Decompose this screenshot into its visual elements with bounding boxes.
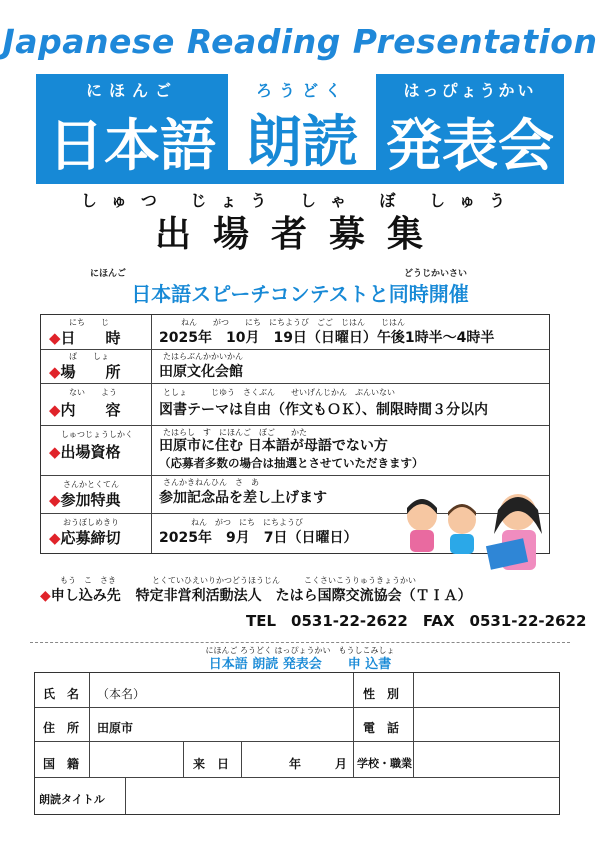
form-gender-field[interactable] — [417, 677, 553, 703]
form-address-field[interactable]: 田原市 — [97, 721, 134, 735]
english-title: Japanese Reading Presentation — [2, 22, 598, 61]
contact-label-furigana: もう こ さき — [60, 576, 116, 585]
form-name-field[interactable]: （本名） — [97, 687, 146, 701]
furigana-roudoku: ろうどく — [255, 81, 348, 100]
title-roudoku: 朗読 — [246, 110, 358, 175]
form-month-label: 月 — [335, 757, 348, 771]
form-phone-field[interactable] — [417, 711, 553, 737]
info-value-furigana: としょ じゆう さくぶん せいげんじかん ぷんいない — [163, 388, 395, 397]
info-value-eligibility-note: （応募者多数の場合は抽選とさせていただきます） — [159, 456, 424, 470]
form-name-label: 氏 名 — [43, 687, 80, 701]
form-gender-label: 性 別 — [363, 687, 400, 701]
contact-tel-fax: TEL 0531-22-2622 FAX 0531-22-2622 — [246, 612, 587, 630]
info-label-place: ◆場 所 — [49, 363, 121, 381]
form-arrival-label: 来 日 — [193, 757, 230, 771]
form-address-label: 住 所 — [43, 721, 80, 735]
form-title: 日本語 朗読 発表会 申 込書 — [208, 657, 392, 672]
info-value-content: 図書テーマは自由（作文もＯＫ）、制限時間３分以内 — [159, 402, 488, 418]
title-banner — [36, 74, 564, 184]
info-value-deadline: 2025年 9月 7日（日曜日） — [159, 530, 358, 546]
children-reading-illustration — [400, 484, 560, 584]
form-year-label: 年 — [289, 757, 302, 771]
contest-furigana-left: にほんご — [90, 269, 127, 279]
info-label-furigana: にち じ — [69, 318, 109, 327]
title-happyoukai: 発表会 — [386, 114, 554, 179]
form-school-field[interactable] — [417, 745, 553, 773]
info-value-furigana: たはらし す にほんご ぼご かた — [163, 428, 307, 437]
contact-label: 申し込み先 — [50, 588, 121, 604]
subtitle-furigana: しゅつ じょう しゃ ぼ しゅう — [80, 191, 520, 210]
contest-furigana-right: どうじかいさい — [404, 269, 468, 279]
info-label-furigana: ば しょ — [69, 352, 109, 361]
info-value-datetime: 2025年 10月 19日（日曜日）午後1時半～4時半 — [159, 330, 495, 346]
subtitle: 出場者募集 — [154, 214, 445, 255]
furigana-nihongo: にほんご — [85, 81, 178, 100]
info-value-furigana: たはらぶんかかいかん — [163, 352, 243, 361]
info-label-furigana: ない よう — [69, 388, 117, 397]
info-label-datetime: ◆日 時 — [49, 329, 121, 347]
application-form — [34, 672, 560, 815]
form-reading-title-label: 朗読タイトル — [39, 793, 105, 806]
info-value-furigana: ねん がつ にち にちようび — [191, 518, 303, 527]
info-value-furigana: ねん がつ にち にちようび ごご じはん じはん — [181, 318, 405, 327]
contact-org: 特定非営利活動法人 たはら国際交流協会（ＴＩＡ） — [135, 588, 472, 604]
contact-section: もう こ さき とくていひえいりかつどうほうじん こくさいこうりゅうきょうかい ◆申し込み先 特定非営利活動法人 たはら国際交流協会（ＴＩＡ） — [40, 576, 472, 604]
furigana-happyoukai: はっぴょうかい — [403, 81, 537, 100]
info-label-benefit: ◆参加特典 — [49, 491, 121, 509]
info-label-furigana: さんかとくてん — [63, 480, 119, 489]
form-reading-title-field[interactable] — [129, 781, 553, 809]
title-nihongo: 日本語 — [48, 114, 216, 179]
info-value-eligibility: 田原市に住む 日本語が母語でない方 — [159, 438, 388, 454]
info-value-furigana: さんかきねんひん さ あ — [163, 478, 259, 487]
form-phone-label: 電 話 — [363, 721, 400, 735]
form-nationality-field[interactable] — [93, 745, 179, 773]
info-value-place: 田原文化会館 — [159, 364, 243, 380]
info-label-furigana: しゅつじょうしかく — [61, 430, 133, 439]
title-center-box — [228, 74, 376, 175]
info-label-eligibility: ◆出場資格 — [49, 443, 121, 461]
info-value-benefit: 参加記念品を差し上げます — [159, 490, 327, 506]
info-divider — [151, 315, 152, 553]
form-title-furigana: にほんご ろうどく はっぴょうかい もうしこみしょ — [205, 646, 395, 655]
cut-line — [30, 642, 570, 643]
form-school-label: 学校・職業 — [357, 757, 412, 770]
contact-org-furigana: とくていひえいりかつどうほうじん こくさいこうりゅうきょうかい — [152, 576, 416, 585]
info-label-furigana: おうぼしめきり — [63, 518, 119, 527]
form-nationality-label: 国 籍 — [43, 757, 80, 771]
info-label-content: ◆内 容 — [49, 401, 121, 419]
contest-line: 日本語スピーチコンテストと同時開催 — [131, 282, 469, 306]
info-label-deadline: ◆応募締切 — [49, 529, 121, 547]
